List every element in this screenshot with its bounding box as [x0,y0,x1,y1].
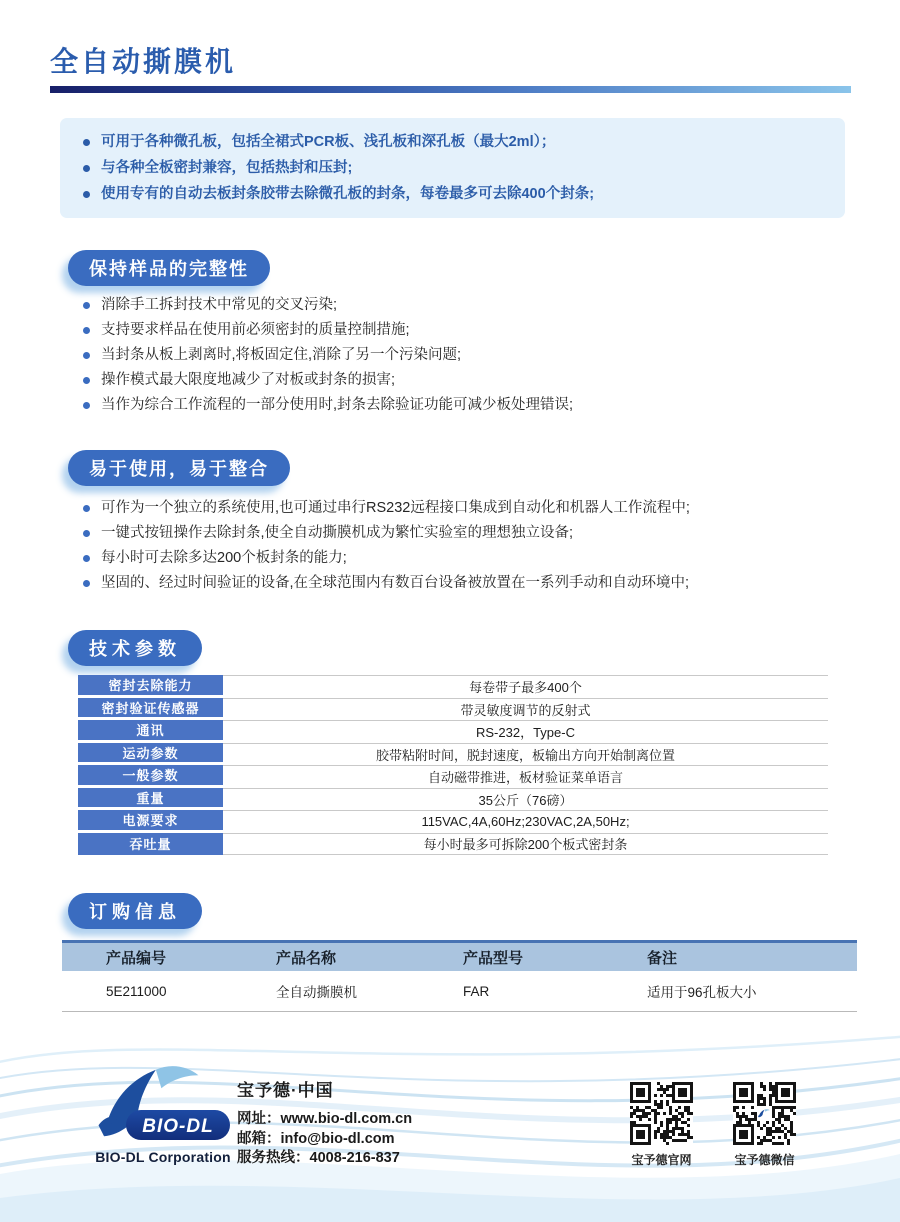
bullet-dot-icon [83,327,90,334]
qr-website-label: 宝予德官网 [631,1153,692,1167]
spec-value-cell: 每小时最多可拆除200个板式密封条 [223,833,828,856]
column-header-product-code: 产品编号 [106,949,167,967]
section-heading-tech-specs [68,630,202,666]
ease-of-use-bullet-list [80,496,690,596]
spec-value-cell: 自动磁带推进，板材验证菜单语言 [223,765,828,788]
website-text: 网址：www.bio-dl.com.cn [237,1111,413,1127]
product-name-cell: 全自动撕膜机 [276,985,357,1000]
spec-table-row [78,743,828,766]
section-heading-text: 订购信息 [89,902,181,922]
bullet-dot-icon [83,191,90,198]
feature-bullet-item [80,318,573,343]
qr-wechat-block [733,1082,796,1168]
spec-value-cell: 胶带粘附时间，脱封速度，板输出方向开始制离位置 [223,743,828,766]
page-title: 全自动撕膜机 [50,46,237,77]
spec-label-cell: 重量 [78,788,223,808]
ordering-table-body [62,971,857,1012]
logo-corporation-text: BIO-DL Corporation [95,1149,231,1165]
bullet-dot-icon [83,377,90,384]
feature-bullet-item [80,496,690,521]
feature-bullet-text: 当作为综合工作流程的一部分使用时,封条去除验证功能可减少板处理错误; [101,397,574,413]
spec-table-row [78,810,828,833]
bullet-dot-icon [83,302,90,309]
spec-label-cell: 电源要求 [78,810,223,830]
spec-value-cell: 带灵敏度调节的反射式 [223,698,828,721]
bullet-dot-icon [83,580,90,587]
bullet-dot-icon [83,505,90,512]
bullet-dot-icon [83,530,90,537]
spec-value-cell: 每卷带子最多400个 [223,675,828,698]
section-heading-ordering-info [68,893,202,929]
section-heading-text: 保持样品的完整性 [89,259,249,279]
feature-bullet-item [80,368,573,393]
feature-bullet-text: 当封条从板上剥离时,将板固定住,消除了另一个污染问题; [101,347,462,363]
bullet-dot-icon [83,352,90,359]
email-text: 邮箱：info@bio-dl.com [237,1130,395,1147]
feature-bullet-text: 消除手工拆封技术中常见的交叉污染; [101,297,338,313]
column-header-product-model: 产品型号 [463,949,524,967]
spec-label-cell: 密封去除能力 [78,675,223,695]
sample-integrity-bullet-list [80,293,573,418]
feature-bullet-item [80,546,690,571]
spec-table-row [78,675,828,698]
contact-block [237,1076,412,1169]
intro-bullet-text: 与各种全板密封兼容，包括热封和压封; [101,160,353,176]
intro-bullet-list [80,129,825,207]
section-heading-ease-of-use [68,450,290,486]
bullet-dot-icon [83,555,90,562]
ordering-table-row [62,971,857,1012]
ordering-table [62,940,857,1012]
feature-bullet-item [80,293,573,318]
feature-bullet-text: 坚固的、经过时间验证的设备,在全球范围内有数百台设备被放置在一系列手动和自动环境中; [101,575,690,591]
section-heading-text: 易于使用，易于整合 [89,459,269,479]
spec-table-row [78,833,828,856]
feature-bullet-text: 一键式按钮操作去除封条,使全自动撕膜机成为繁忙实验室的理想独立设备; [101,525,574,541]
spec-table-row [78,788,828,811]
product-model-cell: FAR [463,983,490,999]
feature-bullet-item [80,393,573,418]
ordering-table-header [62,940,857,971]
company-region-text: 宝予德·中国 [237,1081,334,1100]
feature-bullet-text: 可作为一个独立的系统使用,也可通过串行RS232远程接口集成到自动化和机器人工作流程中; [101,500,690,516]
spec-label-cell: 吞吐量 [78,833,223,856]
spec-table [78,675,828,855]
spec-label-cell: 一般参数 [78,765,223,785]
qr-code-website [630,1082,693,1145]
logo-wordmark: BIO-DL [142,1116,214,1137]
qr-center-dolphin-icon [757,1106,772,1121]
feature-bullet-text: 每小时可去除多达200个板封条的能力; [101,550,347,566]
product-code-cell: 5E211000 [106,983,167,999]
company-logo [92,1066,234,1165]
hotline-text: 服务热线：4008-216-837 [237,1150,400,1166]
intro-bullet-text: 使用专有的自动去板封条胶带去除微孔板的封条，每卷最多可去除400个封条; [101,186,595,202]
spec-value-cell: 115VAC,4A,60Hz;230VAC,2A,50Hz; [223,810,828,833]
bullet-dot-icon [83,402,90,409]
spec-value-cell: 35公斤（76磅） [223,788,828,811]
spec-table-row [78,698,828,721]
remarks-cell: 适用于96孔板大小 [647,985,757,1000]
bullet-dot-icon [83,139,90,146]
intro-highlight-box [60,118,845,218]
intro-bullet-item [80,129,825,155]
title-underline-rule [50,86,851,93]
spec-label-cell: 通讯 [78,720,223,740]
feature-bullet-text: 操作模式最大限度地减少了对板或封条的损害; [101,372,396,388]
qr-website-block [630,1082,693,1168]
intro-bullet-item [80,181,825,207]
spec-label-cell: 运动参数 [78,743,223,763]
spec-value-cell: RS-232，Type-C [223,720,828,743]
section-heading-sample-integrity [68,250,270,286]
spec-table-row [78,720,828,743]
section-heading-text: 技术参数 [89,639,181,659]
column-header-product-name: 产品名称 [276,949,337,967]
spec-table-row [78,765,828,788]
column-header-remarks: 备注 [647,949,678,967]
feature-bullet-text: 支持要求样品在使用前必须密封的质量控制措施; [101,322,410,338]
feature-bullet-item [80,521,690,546]
feature-bullet-item [80,571,690,596]
intro-bullet-item [80,155,825,181]
qr-code-wechat [733,1082,796,1145]
qr-wechat-label: 宝予德微信 [734,1153,795,1167]
intro-bullet-text: 可用于各种微孔板，包括全裙式PCR板、浅孔板和深孔板（最大2ml）； [101,134,556,150]
spec-label-cell: 密封验证传感器 [78,698,223,718]
bio-dl-logo-icon [92,1066,234,1142]
bullet-dot-icon [83,165,90,172]
feature-bullet-item [80,343,573,368]
